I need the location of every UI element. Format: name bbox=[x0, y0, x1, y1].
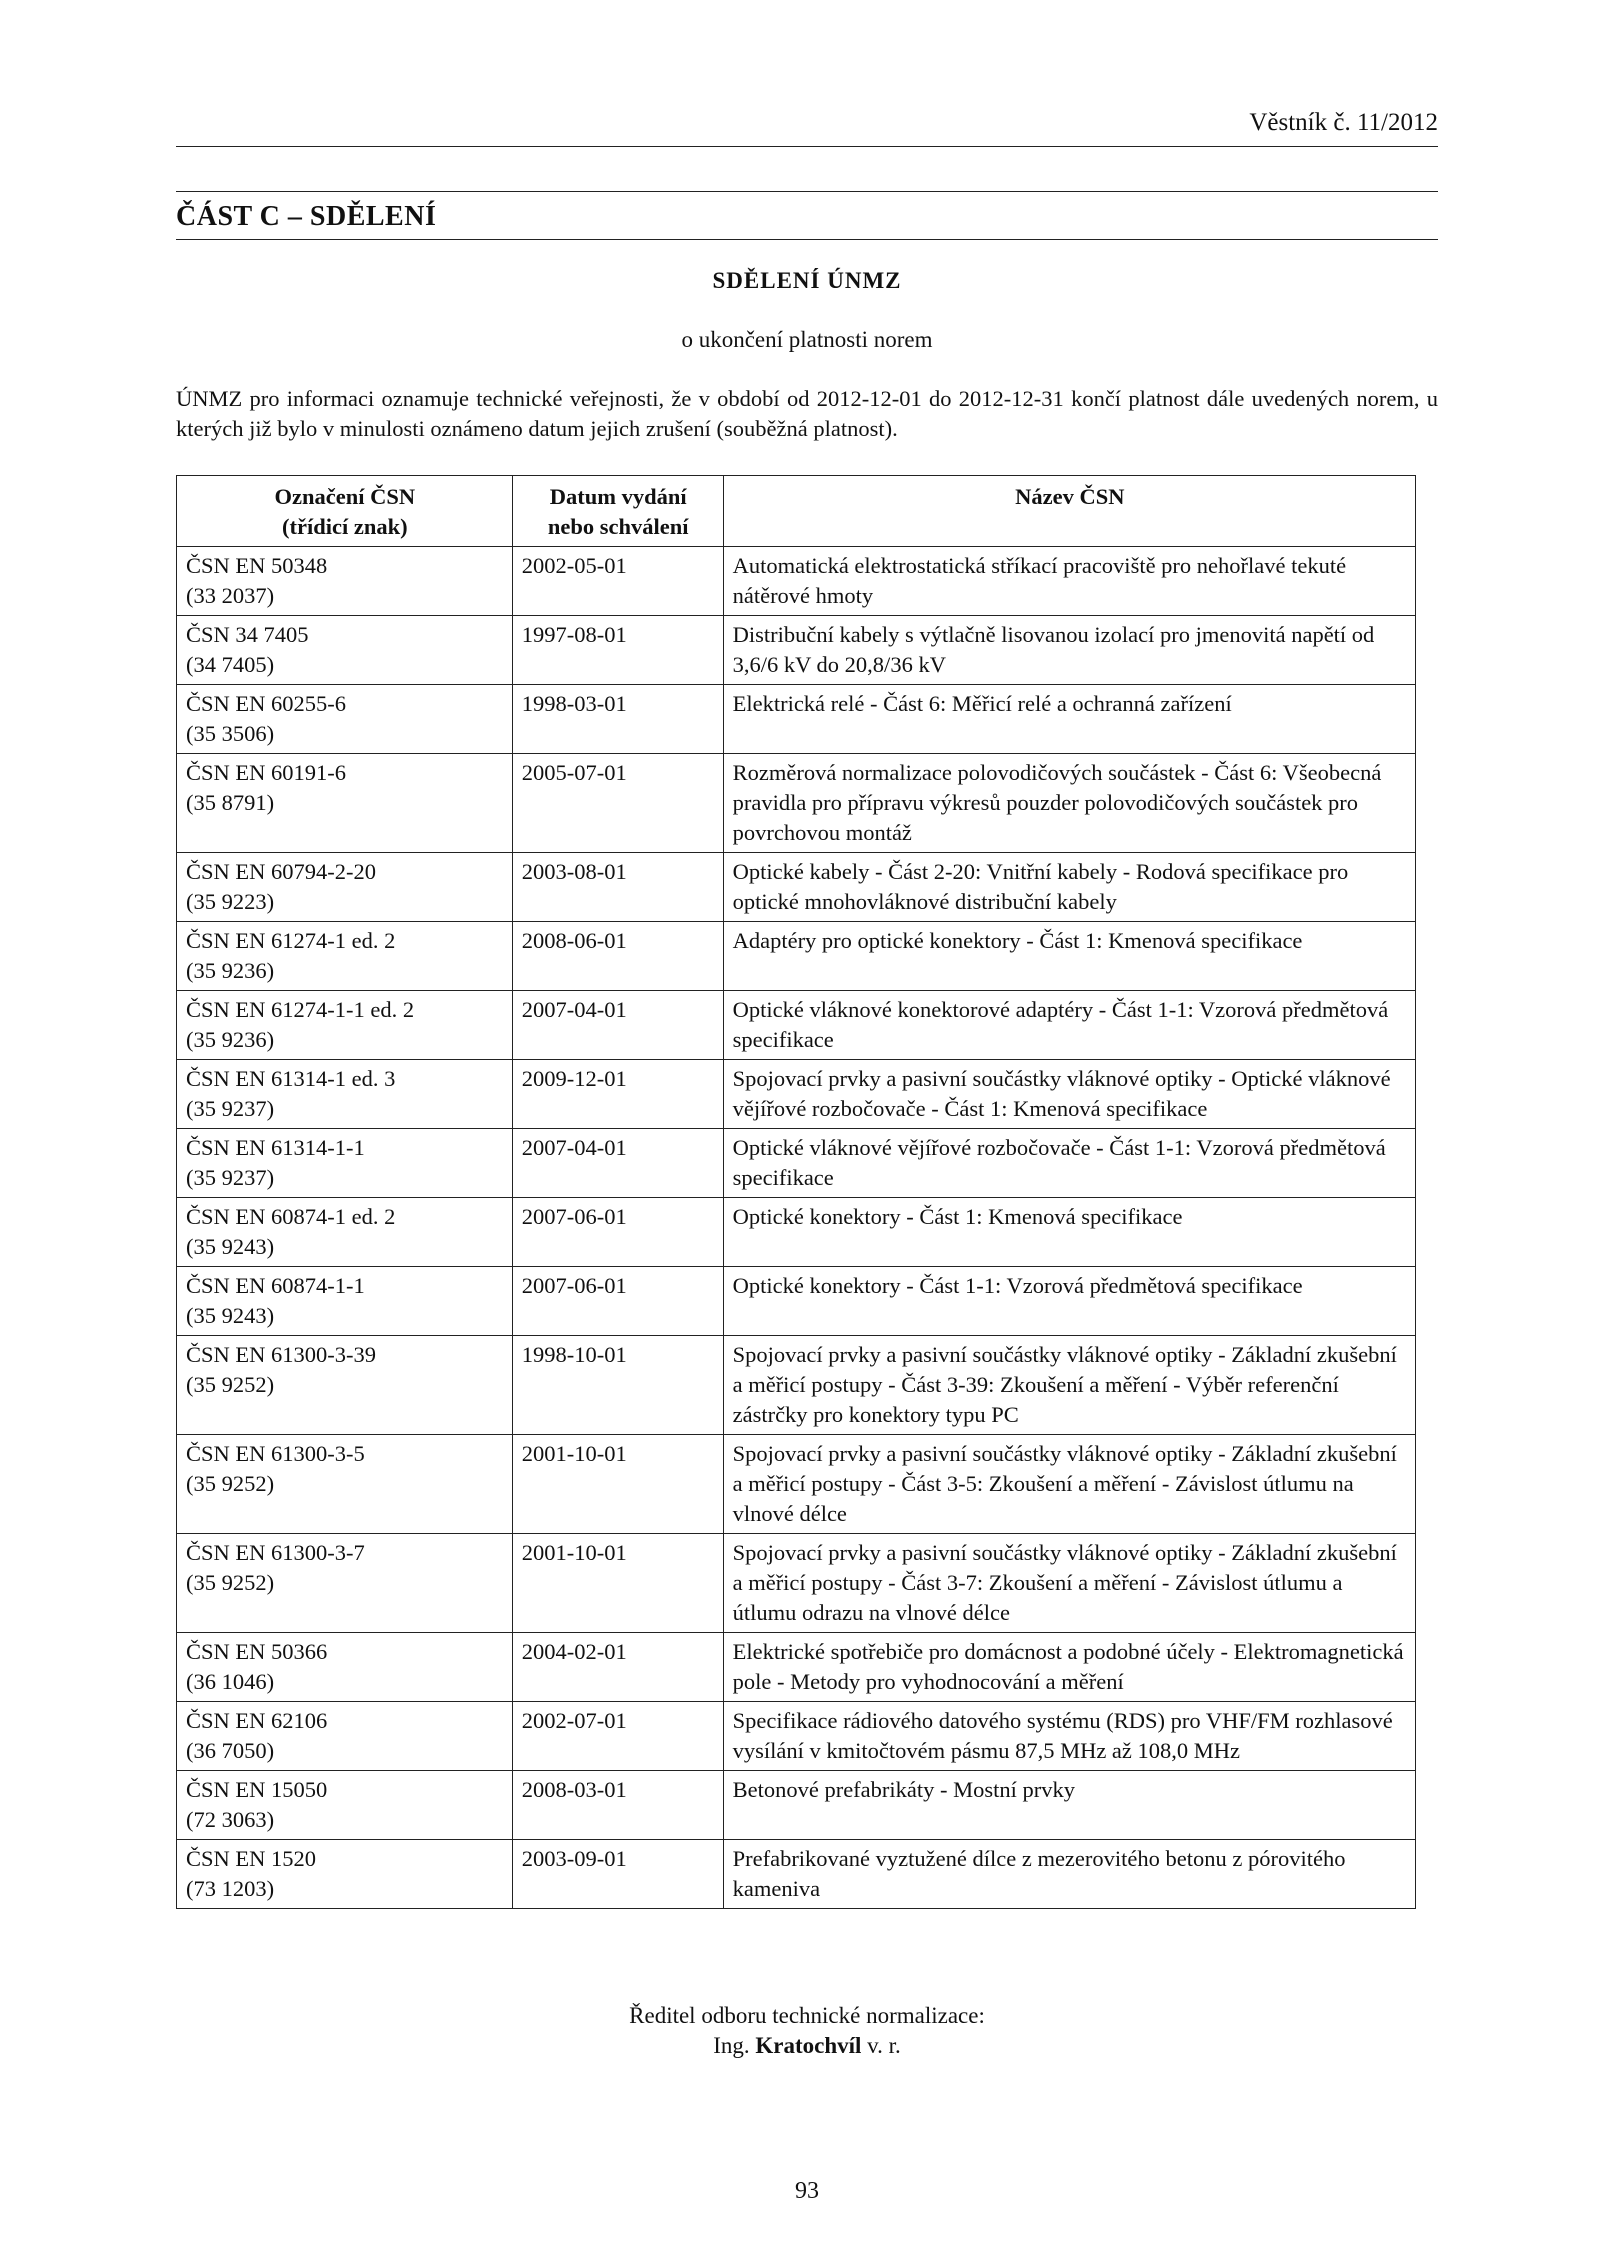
designation-cell bbox=[177, 1129, 513, 1198]
standard-name-cell: Elektrická relé - Část 6: Měřicí relé a ochranná zařízení bbox=[723, 685, 1415, 754]
standard-code: ČSN EN 61274-1 ed. 2 bbox=[186, 928, 396, 953]
classification-code: (35 9223) bbox=[186, 889, 275, 914]
designation-cell bbox=[177, 991, 513, 1060]
designation-cell bbox=[177, 1840, 513, 1909]
standard-name-cell: Automatická elektrostatická stříkací pracoviště pro nehořlavé tekuté nátěrové hmoty bbox=[723, 547, 1415, 616]
issue-date-cell: 2003-09-01 bbox=[512, 1840, 723, 1909]
section-rule-bottom bbox=[176, 239, 1438, 240]
designation-cell bbox=[177, 1435, 513, 1534]
designation-cell bbox=[177, 754, 513, 853]
issue-date-cell: 2002-05-01 bbox=[512, 547, 723, 616]
signature-name-line bbox=[176, 2031, 1438, 2061]
classification-code: (73 1203) bbox=[186, 1876, 275, 1901]
designation-cell bbox=[177, 616, 513, 685]
classification-code: (35 9237) bbox=[186, 1096, 275, 1121]
issue-date-cell: 2007-04-01 bbox=[512, 1129, 723, 1198]
notice-title: SDĚLENÍ ÚNMZ bbox=[712, 268, 902, 293]
issue-date-cell: 1997-08-01 bbox=[512, 616, 723, 685]
standard-code: ČSN EN 61314-1 ed. 3 bbox=[186, 1066, 396, 1091]
designation-cell bbox=[177, 1198, 513, 1267]
designation-cell bbox=[177, 1771, 513, 1840]
standard-name-cell: Rozměrová normalizace polovodičových součástek - Část 6: Všeobecná pravidla pro přípravu výkresů pouzder polovodičových součástek pro povrchovou montáž bbox=[723, 754, 1415, 853]
notice-subtitle: o ukončení platnosti norem bbox=[681, 327, 933, 352]
standard-code: ČSN EN 50348 bbox=[186, 553, 328, 578]
standard-name-cell: Spojovací prvky a pasivní součástky vláknové optiky - Optické vláknové vějířové rozbočovače - Část 1: Kmenová specifikace bbox=[723, 1060, 1415, 1129]
designation-cell bbox=[177, 1060, 513, 1129]
classification-code: (36 7050) bbox=[186, 1738, 275, 1763]
issue-date-cell: 2007-04-01 bbox=[512, 991, 723, 1060]
standard-name-cell: Prefabrikované vyztužené dílce z mezerovitého betonu z pórovitého kameniva bbox=[723, 1840, 1415, 1909]
classification-code: (35 9243) bbox=[186, 1303, 275, 1328]
standard-code: ČSN EN 1520 bbox=[186, 1846, 317, 1871]
designation-cell bbox=[177, 1267, 513, 1336]
classification-code: (36 1046) bbox=[186, 1669, 275, 1694]
table-row bbox=[177, 1633, 1416, 1702]
standard-name-cell: Optické konektory - Část 1: Kmenová specifikace bbox=[723, 1198, 1415, 1267]
standard-name-cell: Spojovací prvky a pasivní součástky vláknové optiky - Základní zkušební a měřicí postupy - Část 3-5: Zkoušení a měření - Závislost útlumu na vlnové délce bbox=[723, 1435, 1415, 1534]
table-row bbox=[177, 1534, 1416, 1633]
table-row bbox=[177, 616, 1416, 685]
standard-name-cell: Adaptéry pro optické konektory - Část 1: Kmenová specifikace bbox=[723, 922, 1415, 991]
classification-code: (35 9236) bbox=[186, 958, 275, 983]
table-row bbox=[177, 754, 1416, 853]
standard-code: ČSN EN 50366 bbox=[186, 1639, 328, 1664]
table-row bbox=[177, 853, 1416, 922]
designation-cell bbox=[177, 1534, 513, 1633]
issue-date-cell: 2005-07-01 bbox=[512, 754, 723, 853]
issue-date-cell: 1998-03-01 bbox=[512, 685, 723, 754]
issue-date-cell: 2001-10-01 bbox=[512, 1534, 723, 1633]
intro-paragraph: ÚNMZ pro informaci oznamuje technické veřejnosti, že v období od 2012-12-01 do 2012-12-31 končí platnost dále uvedených norem, u kterých již bylo v minulosti oznámeno datum jejich zrušení (souběžná platnost). bbox=[176, 386, 1438, 441]
withdrawn-standards-table bbox=[176, 475, 1416, 1909]
standard-code: ČSN EN 60255-6 bbox=[186, 691, 347, 716]
classification-code: (35 9237) bbox=[186, 1165, 275, 1190]
table-row bbox=[177, 547, 1416, 616]
designation-cell bbox=[177, 1633, 513, 1702]
signature-prefix: Ing. bbox=[713, 2033, 750, 2058]
standard-name-cell: Elektrické spotřebiče pro domácnost a podobné účely - Elektromagnetická pole - Metody pro vyhodnocování a měření bbox=[723, 1633, 1415, 1702]
issue-date-cell: 2007-06-01 bbox=[512, 1198, 723, 1267]
table-body bbox=[177, 547, 1416, 1909]
section-title: ČÁST C – SDĚLENÍ bbox=[176, 201, 437, 232]
standard-code: ČSN EN 15050 bbox=[186, 1777, 328, 1802]
issue-date-cell: 2008-06-01 bbox=[512, 922, 723, 991]
classification-code: (35 9236) bbox=[186, 1027, 275, 1052]
table-row bbox=[177, 991, 1416, 1060]
issue-date-cell: 2001-10-01 bbox=[512, 1435, 723, 1534]
standard-code: ČSN EN 61314-1-1 bbox=[186, 1135, 365, 1160]
page-number: 93 bbox=[795, 2178, 819, 2204]
classification-code: (35 8791) bbox=[186, 790, 275, 815]
table-row bbox=[177, 1198, 1416, 1267]
standard-name-cell: Optické kabely - Část 2-20: Vnitřní kabely - Rodová specifikace pro optické mnohovláknové distribuční kabely bbox=[723, 853, 1415, 922]
standard-name-cell: Spojovací prvky a pasivní součástky vláknové optiky - Základní zkušební a měřicí postupy - Část 3-39: Zkoušení a měření - Výběr referenční zástrčky pro konektory typu PC bbox=[723, 1336, 1415, 1435]
table-row bbox=[177, 1336, 1416, 1435]
table-row bbox=[177, 1129, 1416, 1198]
standard-name-cell: Specifikace rádiového datového systému (RDS) pro VHF/FM rozhlasové vysílání v kmitočtovém pásmu 87,5 MHz až 108,0 MHz bbox=[723, 1702, 1415, 1771]
table-row bbox=[177, 1060, 1416, 1129]
signature-suffix: v. r. bbox=[867, 2033, 901, 2058]
table-row bbox=[177, 1702, 1416, 1771]
table-row bbox=[177, 1840, 1416, 1909]
standard-code: ČSN EN 62106 bbox=[186, 1708, 328, 1733]
table-row bbox=[177, 1267, 1416, 1336]
issue-date-cell: 2009-12-01 bbox=[512, 1060, 723, 1129]
standard-code: ČSN EN 61300-3-7 bbox=[186, 1540, 365, 1565]
standard-code: ČSN EN 60874-1-1 bbox=[186, 1273, 365, 1298]
classification-code: (33 2037) bbox=[186, 583, 275, 608]
classification-code: (35 9252) bbox=[186, 1471, 275, 1496]
classification-code: (35 9252) bbox=[186, 1570, 275, 1595]
issue-date-cell: 2007-06-01 bbox=[512, 1267, 723, 1336]
designation-cell bbox=[177, 547, 513, 616]
standard-name-cell: Betonové prefabrikáty - Mostní prvky bbox=[723, 1771, 1415, 1840]
journal-issue-header: Věstník č. 11/2012 bbox=[1249, 109, 1438, 136]
date-header bbox=[512, 476, 723, 547]
standard-code: ČSN EN 60794-2-20 bbox=[186, 859, 376, 884]
standard-name-cell: Optické vláknové konektorové adaptéry - Část 1-1: Vzorová předmětová specifikace bbox=[723, 991, 1415, 1060]
standard-name-cell: Optické vláknové vějířové rozbočovače - Část 1-1: Vzorová předmětová specifikace bbox=[723, 1129, 1415, 1198]
classification-code: (35 9243) bbox=[186, 1234, 275, 1259]
classification-code: (35 9252) bbox=[186, 1372, 275, 1397]
standard-code: ČSN EN 60191-6 bbox=[186, 760, 347, 785]
designation-cell bbox=[177, 922, 513, 991]
issue-date-cell: 2004-02-01 bbox=[512, 1633, 723, 1702]
issue-date-cell: 2003-08-01 bbox=[512, 853, 723, 922]
designation-cell bbox=[177, 1702, 513, 1771]
table-row bbox=[177, 1771, 1416, 1840]
date-header-line1: Datum vydání bbox=[549, 484, 687, 509]
standard-code: ČSN EN 61274-1-1 ed. 2 bbox=[186, 997, 415, 1022]
classification-code: (72 3063) bbox=[186, 1807, 275, 1832]
classification-code: (35 3506) bbox=[186, 721, 275, 746]
designation-cell bbox=[177, 1336, 513, 1435]
signature-block bbox=[176, 2001, 1438, 2061]
issue-date-cell: 1998-10-01 bbox=[512, 1336, 723, 1435]
table-row bbox=[177, 685, 1416, 754]
designation-header bbox=[177, 476, 513, 547]
issue-date-cell: 2008-03-01 bbox=[512, 1771, 723, 1840]
table-header-row bbox=[177, 476, 1416, 547]
table-row bbox=[177, 1435, 1416, 1534]
date-header-line2: nebo schválení bbox=[547, 514, 689, 539]
standard-code: ČSN 34 7405 bbox=[186, 622, 309, 647]
standard-name-cell: Optické konektory - Část 1-1: Vzorová předmětová specifikace bbox=[723, 1267, 1415, 1336]
issue-date-cell: 2002-07-01 bbox=[512, 1702, 723, 1771]
designation-cell bbox=[177, 685, 513, 754]
designation-header-line1: Označení ČSN bbox=[274, 484, 416, 509]
signature-role: Ředitel odboru technické normalizace: bbox=[629, 2003, 985, 2028]
standard-code: ČSN EN 61300-3-5 bbox=[186, 1441, 365, 1466]
classification-code: (34 7405) bbox=[186, 652, 275, 677]
standard-code: ČSN EN 60874-1 ed. 2 bbox=[186, 1204, 396, 1229]
section-rule-top bbox=[176, 191, 1438, 192]
standard-code: ČSN EN 61300-3-39 bbox=[186, 1342, 376, 1367]
name-header: Název ČSN bbox=[723, 476, 1415, 547]
signature-surname: Kratochvíl bbox=[755, 2033, 862, 2058]
designation-header-line2: (třídicí znak) bbox=[282, 514, 408, 539]
standard-name-cell: Distribuční kabely s výtlačně lisovanou izolací pro jmenovitá napětí od 3,6/6 kV do 20,8/36 kV bbox=[723, 616, 1415, 685]
designation-cell bbox=[177, 853, 513, 922]
standard-name-cell: Spojovací prvky a pasivní součástky vláknové optiky - Základní zkušební a měřicí postupy - Část 3-7: Zkoušení a měření - Závislost útlumu a útlumu odrazu na vlnové délce bbox=[723, 1534, 1415, 1633]
table-row bbox=[177, 922, 1416, 991]
header-rule bbox=[176, 146, 1438, 147]
